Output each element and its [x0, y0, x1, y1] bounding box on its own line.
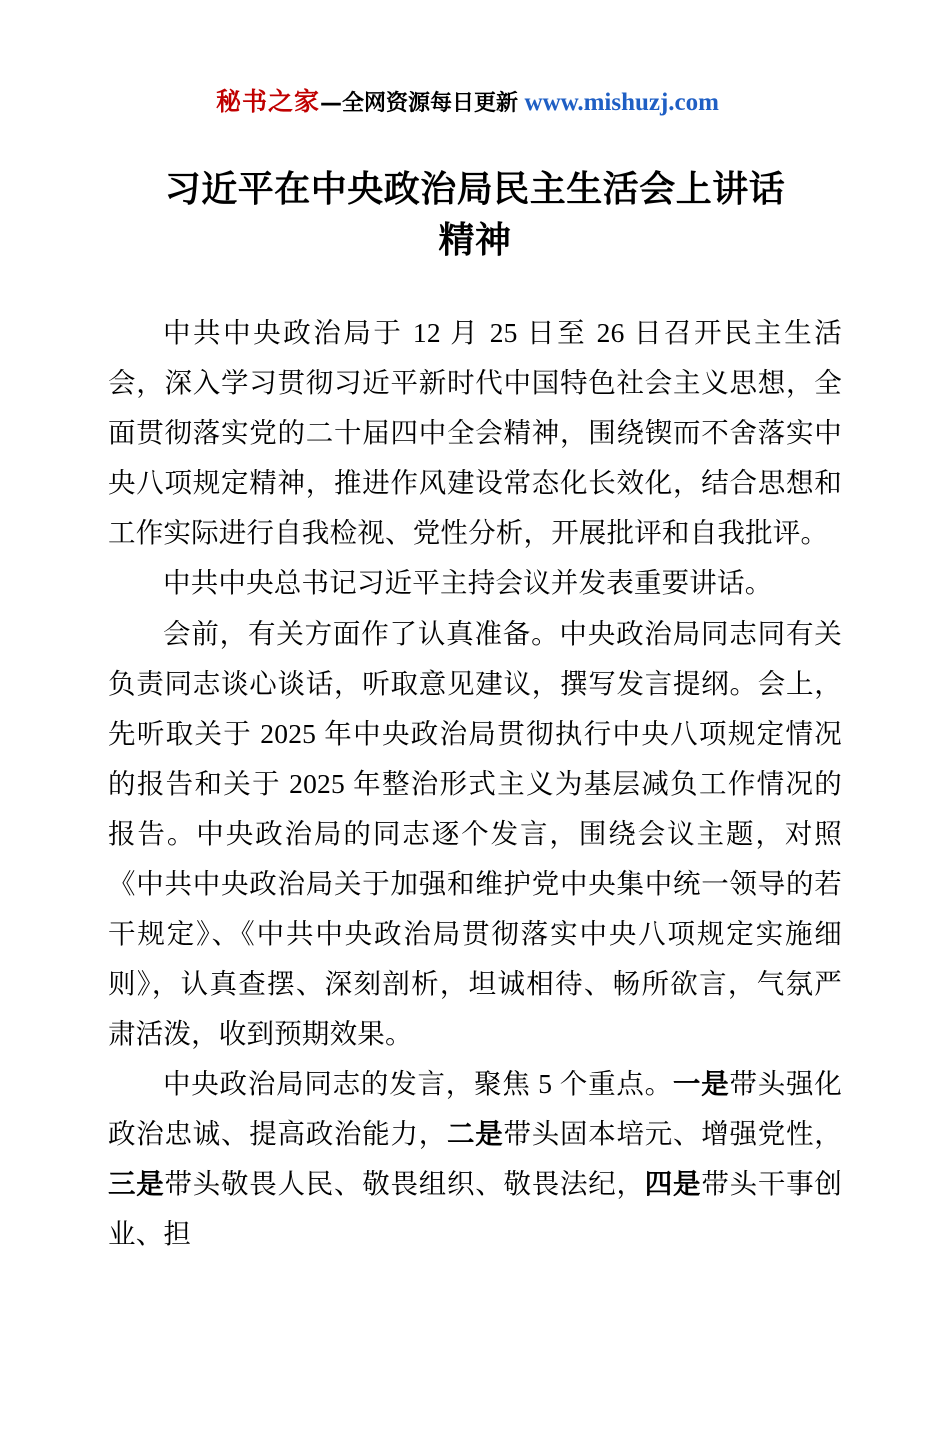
site-header-banner	[108, 86, 842, 118]
text-run: 带头干事创业、担	[108, 1168, 843, 1250]
emphasis-run: 一是	[672, 1067, 730, 1100]
emphasis-run: 三是	[108, 1168, 165, 1201]
site-tagline-label: —全网资源每日更新	[320, 91, 519, 116]
body-paragraph	[108, 609, 842, 1059]
emphasis-run: 二是	[447, 1117, 504, 1150]
text-run: 会前，有关方面作了认真准备。中央政治局同志同有关负责同志谈心谈话，听取意见建议，撰写发言提纲。会上，先听取关于 2025 年中央政治局贯彻执行中央八项规定情况的报告和关于 2025 年整治形式主义为基层减负工作情况的报告。中央政治局的同志逐个发言，围绕会议主题，对照《中共中央政治局关于加强和维护党中央集中统一领导的若干规定》、《中共中央政治局贯彻落实中央八项规定实施细则》，认真查摆、深刻剖析，坦诚相待、畅所欲言，气氛严肃活泼，收到预期效果。	[108, 617, 842, 1049]
text-run: 带头敬畏人民、敬畏组织、敬畏法纪，	[164, 1168, 645, 1200]
emphasis-run: 四是	[644, 1168, 702, 1201]
site-url-link[interactable]: www.mishuzj.com	[524, 89, 719, 116]
site-brand-label: 秘书之家	[216, 87, 321, 116]
text-run: 带头强化政治忠诚、提高政治能力，	[108, 1067, 843, 1149]
text-run: 中央政治局同志的发言，聚焦 5 个重点。	[163, 1067, 673, 1099]
text-run: 中共中央总书记习近平主持会议并发表重要讲话。	[163, 567, 773, 599]
text-run: 中共中央政治局于 12 月 25 日至 26 日召开民主生活会，深入学习贯彻习近平新时代中国特色社会主义思想，全面贯彻落实党的二十届四中全会精神，围绕锲而不舍落实中央八项规定精神，推进作风建设常态化长效化，结合思想和工作实际进行自我检视、党性分析，开展批评和自我批评。	[108, 317, 842, 549]
body-paragraph	[108, 308, 842, 558]
document-page	[0, 86, 950, 1430]
page-title: 习近平在中央政治局民主生活会上讲话精神	[164, 169, 786, 262]
body-paragraph	[108, 1059, 842, 1259]
body-paragraph	[108, 558, 842, 608]
document-body	[108, 308, 842, 1259]
text-run: 带头固本培元、增强党性，	[503, 1117, 842, 1149]
